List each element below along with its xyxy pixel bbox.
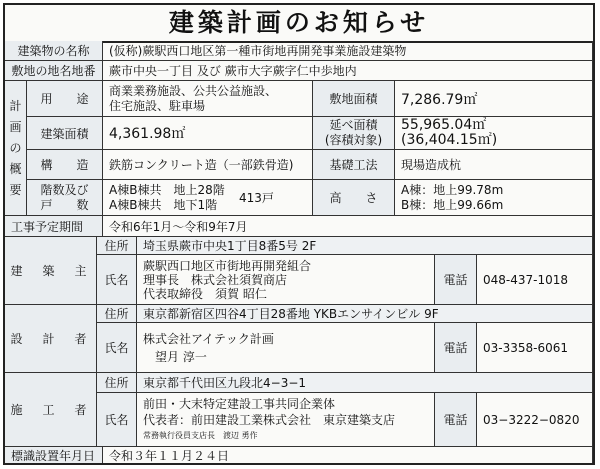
owner-phone: 048-437-1018 [477,255,593,305]
floors-line: A棟B棟共 地上28階 [109,182,225,197]
contractor-phone: 03−3222−0820 [477,393,593,447]
plan-outline-char: 要 [9,182,22,197]
designer-label: 設 計 者 [5,305,97,373]
site-area-label: 敷地面積 [313,81,395,117]
owner-name-line: 蕨駅西口地区市街地再開発組合 [143,258,312,273]
structure-value: 鉄筋コンクリート造（一部鉄骨造) [103,150,313,180]
posted-date-label: 標識設置年月日 [5,447,103,463]
floors-label [27,180,103,216]
site-address-label: 敷地の地名地番 [5,61,103,81]
contractor-name-line: 代表者：前田建設工業株式会社 東京建築支店 [143,412,396,427]
floor-area-value [395,117,593,150]
designer-person: 望月 淳一 [155,349,207,364]
floor-area-label-line: (容積対象) [324,133,383,147]
floor-area-total: 55,965.04㎡ [401,117,487,133]
contractor-name [137,393,435,447]
building-area-label: 建築面積 [27,117,103,150]
designer-name-label: 氏名 [97,323,137,373]
site-address-value: 蕨市中央一丁目 及び 蕨市大字蕨字仁中歩地内 [103,61,593,81]
contractor-name-line: 常務執行役員支店長 渡辺 勇作 [143,430,258,440]
plan-outline-char: 概 [9,161,22,176]
use-value [103,81,313,117]
contractor-name-line: 前田・大末特定建設工事共同企業体 [143,396,336,411]
posted-date-value: 令和３年１１月２４日 [103,447,593,463]
height-line: B棟：地上99.66m [401,197,504,212]
building-name-label: 建築物の名称 [5,41,103,61]
owner-name-line: 代表取締役 須賀 昭仁 [143,286,267,301]
site-area-value: 7,286.79㎡ [395,81,593,117]
designer-address-label: 住所 [97,305,137,323]
plan-outline-char: 画 [9,119,22,134]
designer-phone: 03-3358-6061 [477,323,593,373]
use-label: 用 途 [27,81,103,117]
floors-value [103,180,233,216]
building-name-value: (仮称)蕨駅西口地区第一種市街地再開発事業施設建築物 [103,41,593,61]
floor-area-label [313,117,395,150]
owner-address-label: 住所 [97,237,137,255]
contractor-address: 東京都千代田区九段北4−3−1 [137,373,593,393]
plan-outline-char: 計 [9,98,22,113]
owner-name-line: 理事長 株式会社須賀商店 [143,272,288,287]
owner-phone-label: 電話 [435,255,477,305]
designer-name [137,323,435,373]
foundation-value: 現場造成杭 [395,150,593,180]
notice-board [3,3,595,465]
designer-phone-label: 電話 [435,323,477,373]
floor-area-label-line: 延べ面積 [329,118,378,132]
owner-label: 建 築 主 [5,237,97,305]
schedule-value: 令和6年1月～令和9年7月 [103,216,593,237]
floors-line: A棟B棟共 地下1階 [109,197,218,212]
use-line: 商業業務施設、公共公益施設、 [109,83,278,98]
height-value [395,180,593,216]
contractor-name-label: 氏名 [97,393,137,447]
owner-name [137,255,435,305]
contractor-address-label: 住所 [97,373,137,393]
structure-label: 構 造 [27,150,103,180]
building-area-value: 4,361.98㎡ [103,117,313,150]
plan-outline-label [5,81,27,216]
foundation-label: 基礎工法 [313,150,395,180]
floors-label-line: 戸 数 [40,197,89,212]
height-label: 高 さ [313,180,395,216]
floor-area-ratio: (36,404.15㎡) [401,132,498,148]
use-line: 住宅施設、駐車場 [109,98,206,113]
owner-address: 埼玉県蕨市中央1丁目8番5号 2F [137,237,593,255]
contractor-phone-label: 電話 [435,393,477,447]
plan-outline-char: の [9,140,22,155]
owner-name-label: 氏名 [97,255,137,305]
schedule-label: 工事予定期間 [5,216,103,237]
contractor-label: 施 工 者 [5,373,97,447]
designer-company: 株式会社アイテック計画 [143,331,274,346]
units-value: 413戸 [233,180,313,216]
height-line: A棟：地上99.78m [401,182,504,197]
designer-address: 東京都新宿区四谷4丁目28番地 YKBエンサインビル 9F [137,305,593,323]
notice-title: 建築計画のお知らせ [5,5,593,43]
floors-label-line: 階数及び [40,182,89,197]
